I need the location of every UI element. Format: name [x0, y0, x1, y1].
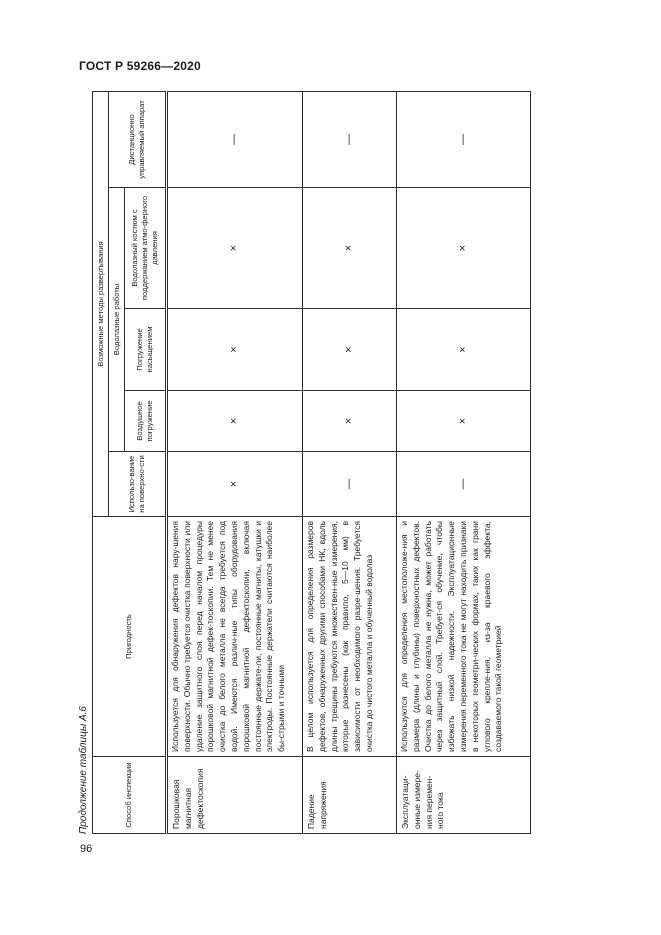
row-atm-suit-mark: × [167, 188, 303, 309]
header-methods-group: Возможные методы развертывания [93, 91, 109, 516]
row-rov-mark: — [303, 91, 397, 187]
row-suitability: Используются для определения местоположе-ния и размера (длины и глубины) поверхностных дефектов. Очистка до белого металла не нужна, может работать через защитный слой. Требует-ся обучение, чтобы избежать низкой надежности. Эксплуатационные измерения переменного тока не могут находить признаки в некоторых геометри-ческих формах, таких как грани углового крепле-ния, из-за краевого эффекта, создаваемого такой геометрией [397, 517, 531, 757]
row-method: Порошковая магнитная дефектоскопия [167, 757, 303, 834]
row-method: Эксплуатаци-онные измере-ния перемен-ного тока [397, 757, 531, 834]
row-surface-mark: — [397, 452, 531, 517]
row-suitability: Используется для обнаружения дефектов нару-шения поверхности. Обычно требуется очистка поверхности или удаление защитного слоя перед началом процедуры порошковой магнитной дефек-тоскопии. Тем не менее очистка до белого металла не всегда требуется под водой. Имеются различ-ные типы оборудования порошковой магнитной дефектоскопии, включая постоянные держате-ли, постоянные магниты, катушки и электроды. Постоянные держатели считаются наиболее бы-стрыми и точными [167, 517, 303, 757]
row-saturation-mark: × [303, 309, 397, 391]
header-rov: Дистанционно управляемый аппарат [109, 91, 167, 187]
table-row [303, 91, 397, 833]
table-row [397, 91, 531, 833]
row-method: Падение напряжения [303, 757, 397, 834]
row-rov-mark: — [167, 91, 303, 187]
row-air-dive-mark: × [167, 391, 303, 452]
row-air-dive-mark: × [303, 391, 397, 452]
rotated-table-region [76, 68, 531, 834]
header-diving-group: Водолазные работы [109, 188, 125, 452]
header-method: Способ инспекции [93, 757, 167, 834]
table-row [167, 91, 303, 833]
row-saturation-mark: × [397, 309, 531, 391]
row-surface-mark: — [303, 452, 397, 517]
header-saturation: Погружение насыщением [125, 309, 167, 391]
document-header-title: ГОСТ Р 59266—2020 [79, 59, 201, 73]
row-suitability: В целом используется для определения размеров дефектов, обнаруженных другими способами НК, вдоль длины трещины требуются множествен-ные измерения, которые разнесены (как правило, 5—10 мм) в зависимости от необходимого разре-шения. Требуется очистка до чистого металла и обученный водолаз [303, 517, 397, 757]
header-suitability: Пригодность [93, 517, 167, 757]
header-air-dive: Воздушное погружение [125, 391, 167, 452]
deployment-methods-table [92, 91, 531, 834]
row-atm-suit-mark: × [303, 188, 397, 309]
row-atm-suit-mark: × [397, 188, 531, 309]
header-surface: Использо-вание на поверхно-сти [109, 452, 167, 517]
row-saturation-mark: × [167, 309, 303, 391]
header-atm-suit: Водолазный костюм с поддержанием атмо-ферного давления [125, 188, 167, 309]
row-air-dive-mark: × [397, 391, 531, 452]
row-surface-mark: × [167, 452, 303, 517]
row-rov-mark: — [397, 91, 531, 187]
table-caption: Продолжение таблицы А.6 [78, 706, 89, 834]
page-number: 96 [80, 843, 93, 855]
